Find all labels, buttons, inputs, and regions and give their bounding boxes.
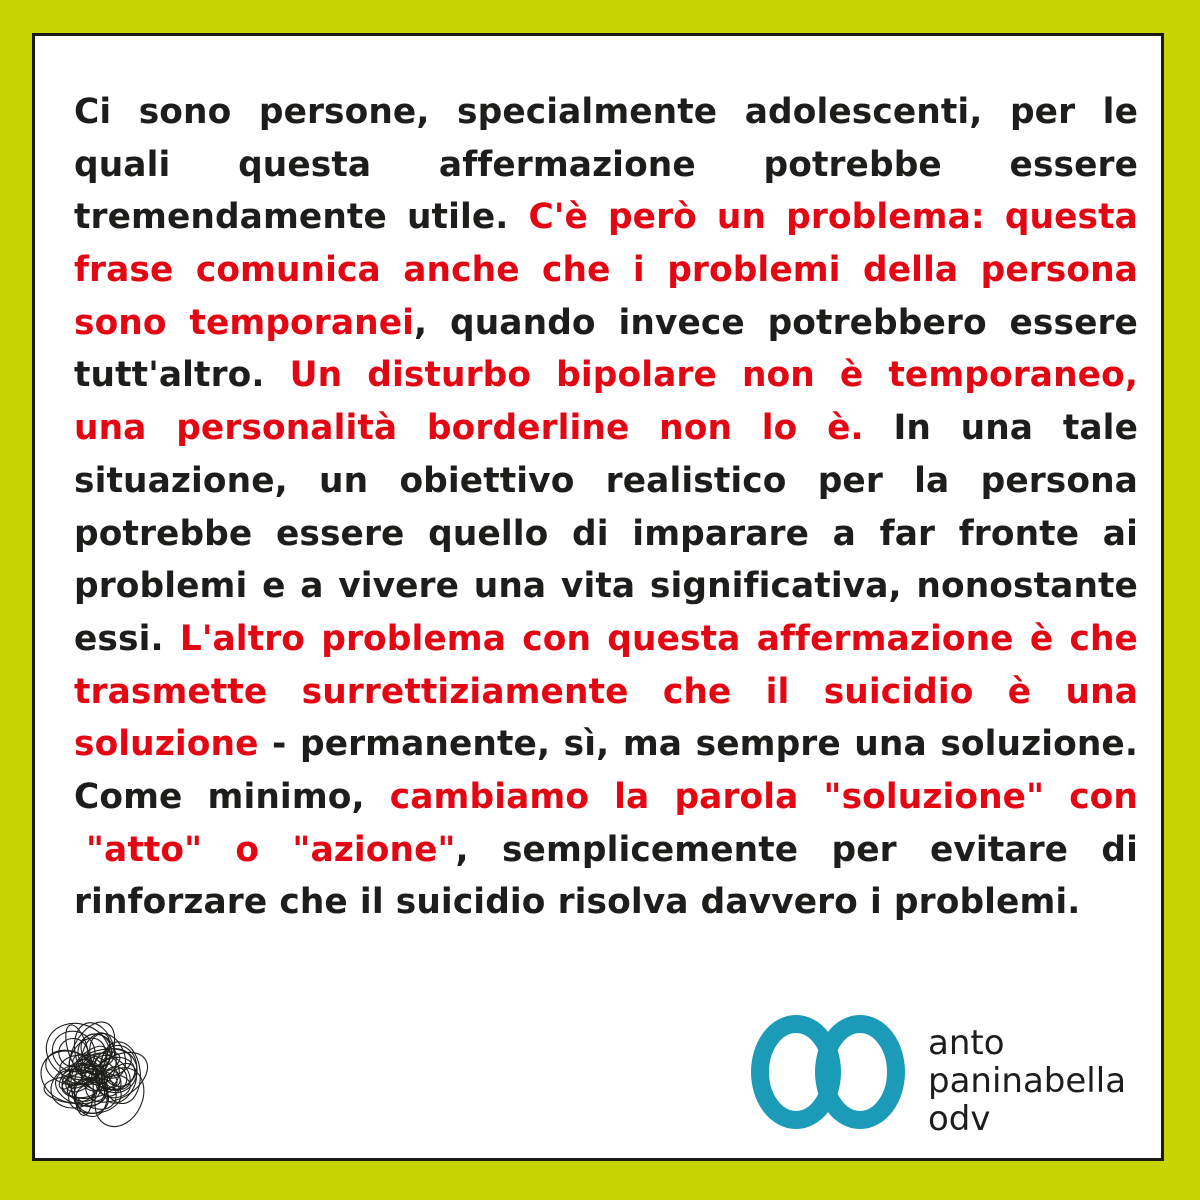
text-line (74, 349, 1138, 402)
highlight-text: C'è però un problema: questa (528, 197, 1138, 238)
text-line (74, 666, 1138, 719)
text-line (74, 560, 1138, 613)
text-line (74, 508, 1138, 561)
body-text: Ci sono persone, specialmente adolescenti, per le (74, 92, 1138, 132)
body-text: potrebbe essere quello di imparare a far fronte ai (74, 513, 1138, 554)
body-text: , semplicemente per evitare di (455, 829, 1138, 870)
brand-name (928, 1024, 1126, 1138)
main-text (74, 86, 1138, 929)
highlight-text: una personalità borderline non lo è. (74, 408, 894, 449)
body-text: , quando invece potrebbero essere (414, 302, 1138, 343)
body-text: problemi e a vivere una vita significativa, nonostante (74, 566, 1138, 607)
text-line (74, 139, 1138, 192)
text-line (74, 244, 1138, 297)
highlight-text: frase comunica anche che i problemi della persona (74, 250, 1138, 291)
text-line (74, 824, 1138, 877)
body-text: tremendamente utile. (74, 197, 529, 238)
highlight-text: sono temporanei (74, 302, 415, 343)
highlight-text: cambiamo la parola "soluzione" con (389, 776, 1138, 817)
brand-line: odv (928, 1099, 991, 1139)
body-text: quali questa affermazione potrebbe essere (74, 144, 1138, 185)
body-text: In una tale (893, 408, 1138, 449)
brand-line: paninabella (928, 1061, 1127, 1101)
text-line (74, 86, 1138, 139)
body-text: Come minimo, (74, 776, 390, 817)
highlight-text: soluzione (74, 724, 259, 765)
body-text: essi. (74, 618, 180, 659)
text-line (74, 771, 1138, 824)
body-text: tutt'altro. (74, 355, 290, 396)
text-line (74, 613, 1138, 666)
highlight-text: trasmette surrettiziamente che il suicidio è una (74, 671, 1138, 712)
body-text: rinforzare che il suicidio risolva davvero i problemi. (74, 882, 1081, 923)
highlight-text: Un disturbo bipolare non è temporaneo, (289, 355, 1139, 396)
text-line (74, 402, 1138, 455)
text-line (74, 191, 1138, 244)
text-line (74, 297, 1138, 350)
text-line (74, 718, 1138, 771)
text-line (74, 455, 1138, 508)
highlight-text: L'altro problema con questa affermazione è che (179, 618, 1138, 659)
scribble-icon (30, 1010, 160, 1140)
brand-line: anto (928, 1023, 1005, 1063)
highlight-text: "atto" o "azione" (86, 829, 456, 870)
interlocking-rings-logo (748, 1012, 908, 1132)
body-text: - permanente, sì, ma sempre una soluzione. (258, 724, 1138, 765)
text-line (74, 876, 1138, 929)
body-text: situazione, un obiettivo realistico per la persona (74, 460, 1138, 501)
